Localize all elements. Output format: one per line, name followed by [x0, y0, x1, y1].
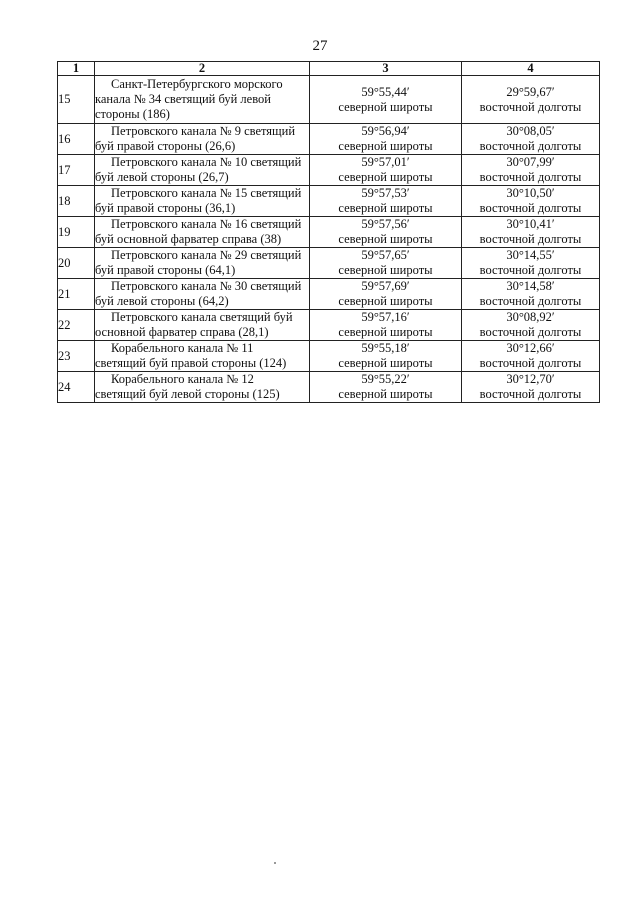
latitude-cell	[310, 217, 462, 248]
column-header-number: 1	[58, 62, 95, 76]
buoy-name	[95, 279, 310, 310]
longitude-label: восточной долготы	[479, 387, 582, 401]
latitude-value: 59°57,65′	[361, 248, 410, 262]
buoy-name-line: светящий буй правой стороны (124)	[95, 356, 287, 370]
page-number: 27	[312, 38, 328, 54]
latitude-value: 59°57,56′	[361, 217, 410, 231]
row-number: 15	[58, 76, 95, 124]
buoy-name-line: буй левой стороны (26,7)	[95, 170, 229, 184]
longitude-cell	[462, 372, 600, 403]
table-row	[58, 186, 600, 217]
buoy-name-line: Петровского канала № 15 светящий	[111, 186, 302, 200]
buoy-name	[95, 341, 310, 372]
buoy-name-line: Корабельного канала № 12	[111, 372, 254, 386]
latitude-label: северной широты	[338, 201, 433, 215]
latitude-value: 59°57,69′	[361, 279, 410, 293]
longitude-value: 30°10,41′	[506, 217, 555, 231]
latitude-value: 59°57,16′	[361, 310, 410, 324]
row-number: 18	[58, 186, 95, 217]
latitude-label: северной широты	[338, 387, 433, 401]
table-row	[58, 372, 600, 403]
longitude-cell	[462, 124, 600, 155]
buoy-name-line: Петровского канала № 16 светящий	[111, 217, 302, 231]
buoy-name-line: стороны (186)	[95, 107, 170, 121]
table-body	[58, 76, 600, 403]
latitude-label: северной широты	[338, 99, 433, 114]
buoy-name	[95, 248, 310, 279]
table-row	[58, 248, 600, 279]
buoy-name	[95, 217, 310, 248]
latitude-value: 59°55,18′	[361, 341, 410, 355]
table-row	[58, 279, 600, 310]
latitude-value: 59°55,44′	[361, 84, 410, 99]
longitude-label: восточной долготы	[479, 356, 582, 370]
table-row	[58, 155, 600, 186]
longitude-label: восточной долготы	[479, 263, 582, 277]
longitude-value: 30°10,50′	[506, 186, 555, 200]
longitude-value: 30°08,92′	[506, 310, 555, 324]
buoy-name-line: Петровского канала № 9 светящий	[111, 124, 296, 138]
row-number: 21	[58, 279, 95, 310]
longitude-value: 30°12,70′	[506, 372, 555, 386]
longitude-cell	[462, 76, 600, 124]
row-number: 20	[58, 248, 95, 279]
buoy-name-line: буй левой стороны (64,2)	[95, 294, 229, 308]
longitude-cell	[462, 310, 600, 341]
longitude-label: восточной долготы	[479, 201, 582, 215]
column-header-name: 2	[95, 62, 310, 76]
latitude-label: северной широты	[338, 294, 433, 308]
latitude-cell	[310, 341, 462, 372]
latitude-cell	[310, 310, 462, 341]
buoy-name-line: Петровского канала № 29 светящий	[111, 248, 302, 262]
table-row	[58, 341, 600, 372]
buoy-name-line: Петровского канала № 30 светящий	[111, 279, 302, 293]
buoy-name-line: Петровского канала № 10 светящий	[111, 155, 302, 169]
latitude-label: северной широты	[338, 170, 433, 184]
longitude-cell	[462, 155, 600, 186]
table-row	[58, 76, 600, 124]
scan-speck	[274, 862, 276, 864]
latitude-cell	[310, 124, 462, 155]
table-row	[58, 310, 600, 341]
longitude-value: 30°14,58′	[506, 279, 555, 293]
buoy-name-line: буй основной фарватер справа (38)	[95, 232, 282, 246]
table-row	[58, 217, 600, 248]
longitude-cell	[462, 341, 600, 372]
table-header-row	[58, 62, 600, 76]
row-number: 22	[58, 310, 95, 341]
longitude-value: 30°12,66′	[506, 341, 555, 355]
buoy-name	[95, 124, 310, 155]
buoy-name-line: буй правой стороны (64,1)	[95, 263, 236, 277]
longitude-cell	[462, 248, 600, 279]
buoy-name-line: канала № 34 светящий буй левой	[95, 92, 271, 106]
column-header-latitude: 3	[310, 62, 462, 76]
buoy-name-line: светящий буй левой стороны (125)	[95, 387, 280, 401]
column-header-longitude: 4	[462, 62, 600, 76]
row-number: 23	[58, 341, 95, 372]
latitude-label: северной широты	[338, 356, 433, 370]
longitude-cell	[462, 186, 600, 217]
row-number: 17	[58, 155, 95, 186]
latitude-value: 59°56,94′	[361, 124, 410, 138]
latitude-cell	[310, 186, 462, 217]
table-row	[58, 124, 600, 155]
latitude-cell	[310, 155, 462, 186]
latitude-cell	[310, 372, 462, 403]
longitude-value: 30°14,55′	[506, 248, 555, 262]
coordinates-table	[57, 61, 600, 403]
latitude-cell	[310, 76, 462, 124]
longitude-label: восточной долготы	[479, 139, 582, 153]
latitude-label: северной широты	[338, 263, 433, 277]
latitude-value: 59°57,01′	[361, 155, 410, 169]
longitude-cell	[462, 279, 600, 310]
row-number: 19	[58, 217, 95, 248]
longitude-label: восточной долготы	[479, 170, 582, 184]
latitude-value: 59°55,22′	[361, 372, 410, 386]
longitude-label: восточной долготы	[479, 325, 582, 339]
buoy-name-line: буй правой стороны (26,6)	[95, 139, 236, 153]
buoy-name-line: буй правой стороны (36,1)	[95, 201, 236, 215]
row-number: 16	[58, 124, 95, 155]
longitude-cell	[462, 217, 600, 248]
buoy-name	[95, 76, 310, 124]
buoy-name	[95, 372, 310, 403]
longitude-label: восточной долготы	[479, 99, 582, 114]
buoy-name	[95, 310, 310, 341]
buoy-name-line: Петровского канала светящий буй	[111, 310, 293, 324]
longitude-value: 30°08,05′	[506, 124, 555, 138]
latitude-label: северной широты	[338, 325, 433, 339]
latitude-cell	[310, 248, 462, 279]
buoy-name	[95, 186, 310, 217]
row-number: 24	[58, 372, 95, 403]
longitude-value: 30°07,99′	[506, 155, 555, 169]
longitude-label: восточной долготы	[479, 232, 582, 246]
buoy-name-line: Корабельного канала № 11	[111, 341, 254, 355]
latitude-cell	[310, 279, 462, 310]
latitude-label: северной широты	[338, 232, 433, 246]
buoy-name-line: основной фарватер справа (28,1)	[95, 325, 269, 339]
latitude-label: северной широты	[338, 139, 433, 153]
longitude-value: 29°59,67′	[506, 84, 555, 99]
buoy-name-line: Санкт-Петербургского морского	[111, 77, 283, 91]
longitude-label: восточной долготы	[479, 294, 582, 308]
latitude-value: 59°57,53′	[361, 186, 410, 200]
buoy-name	[95, 155, 310, 186]
